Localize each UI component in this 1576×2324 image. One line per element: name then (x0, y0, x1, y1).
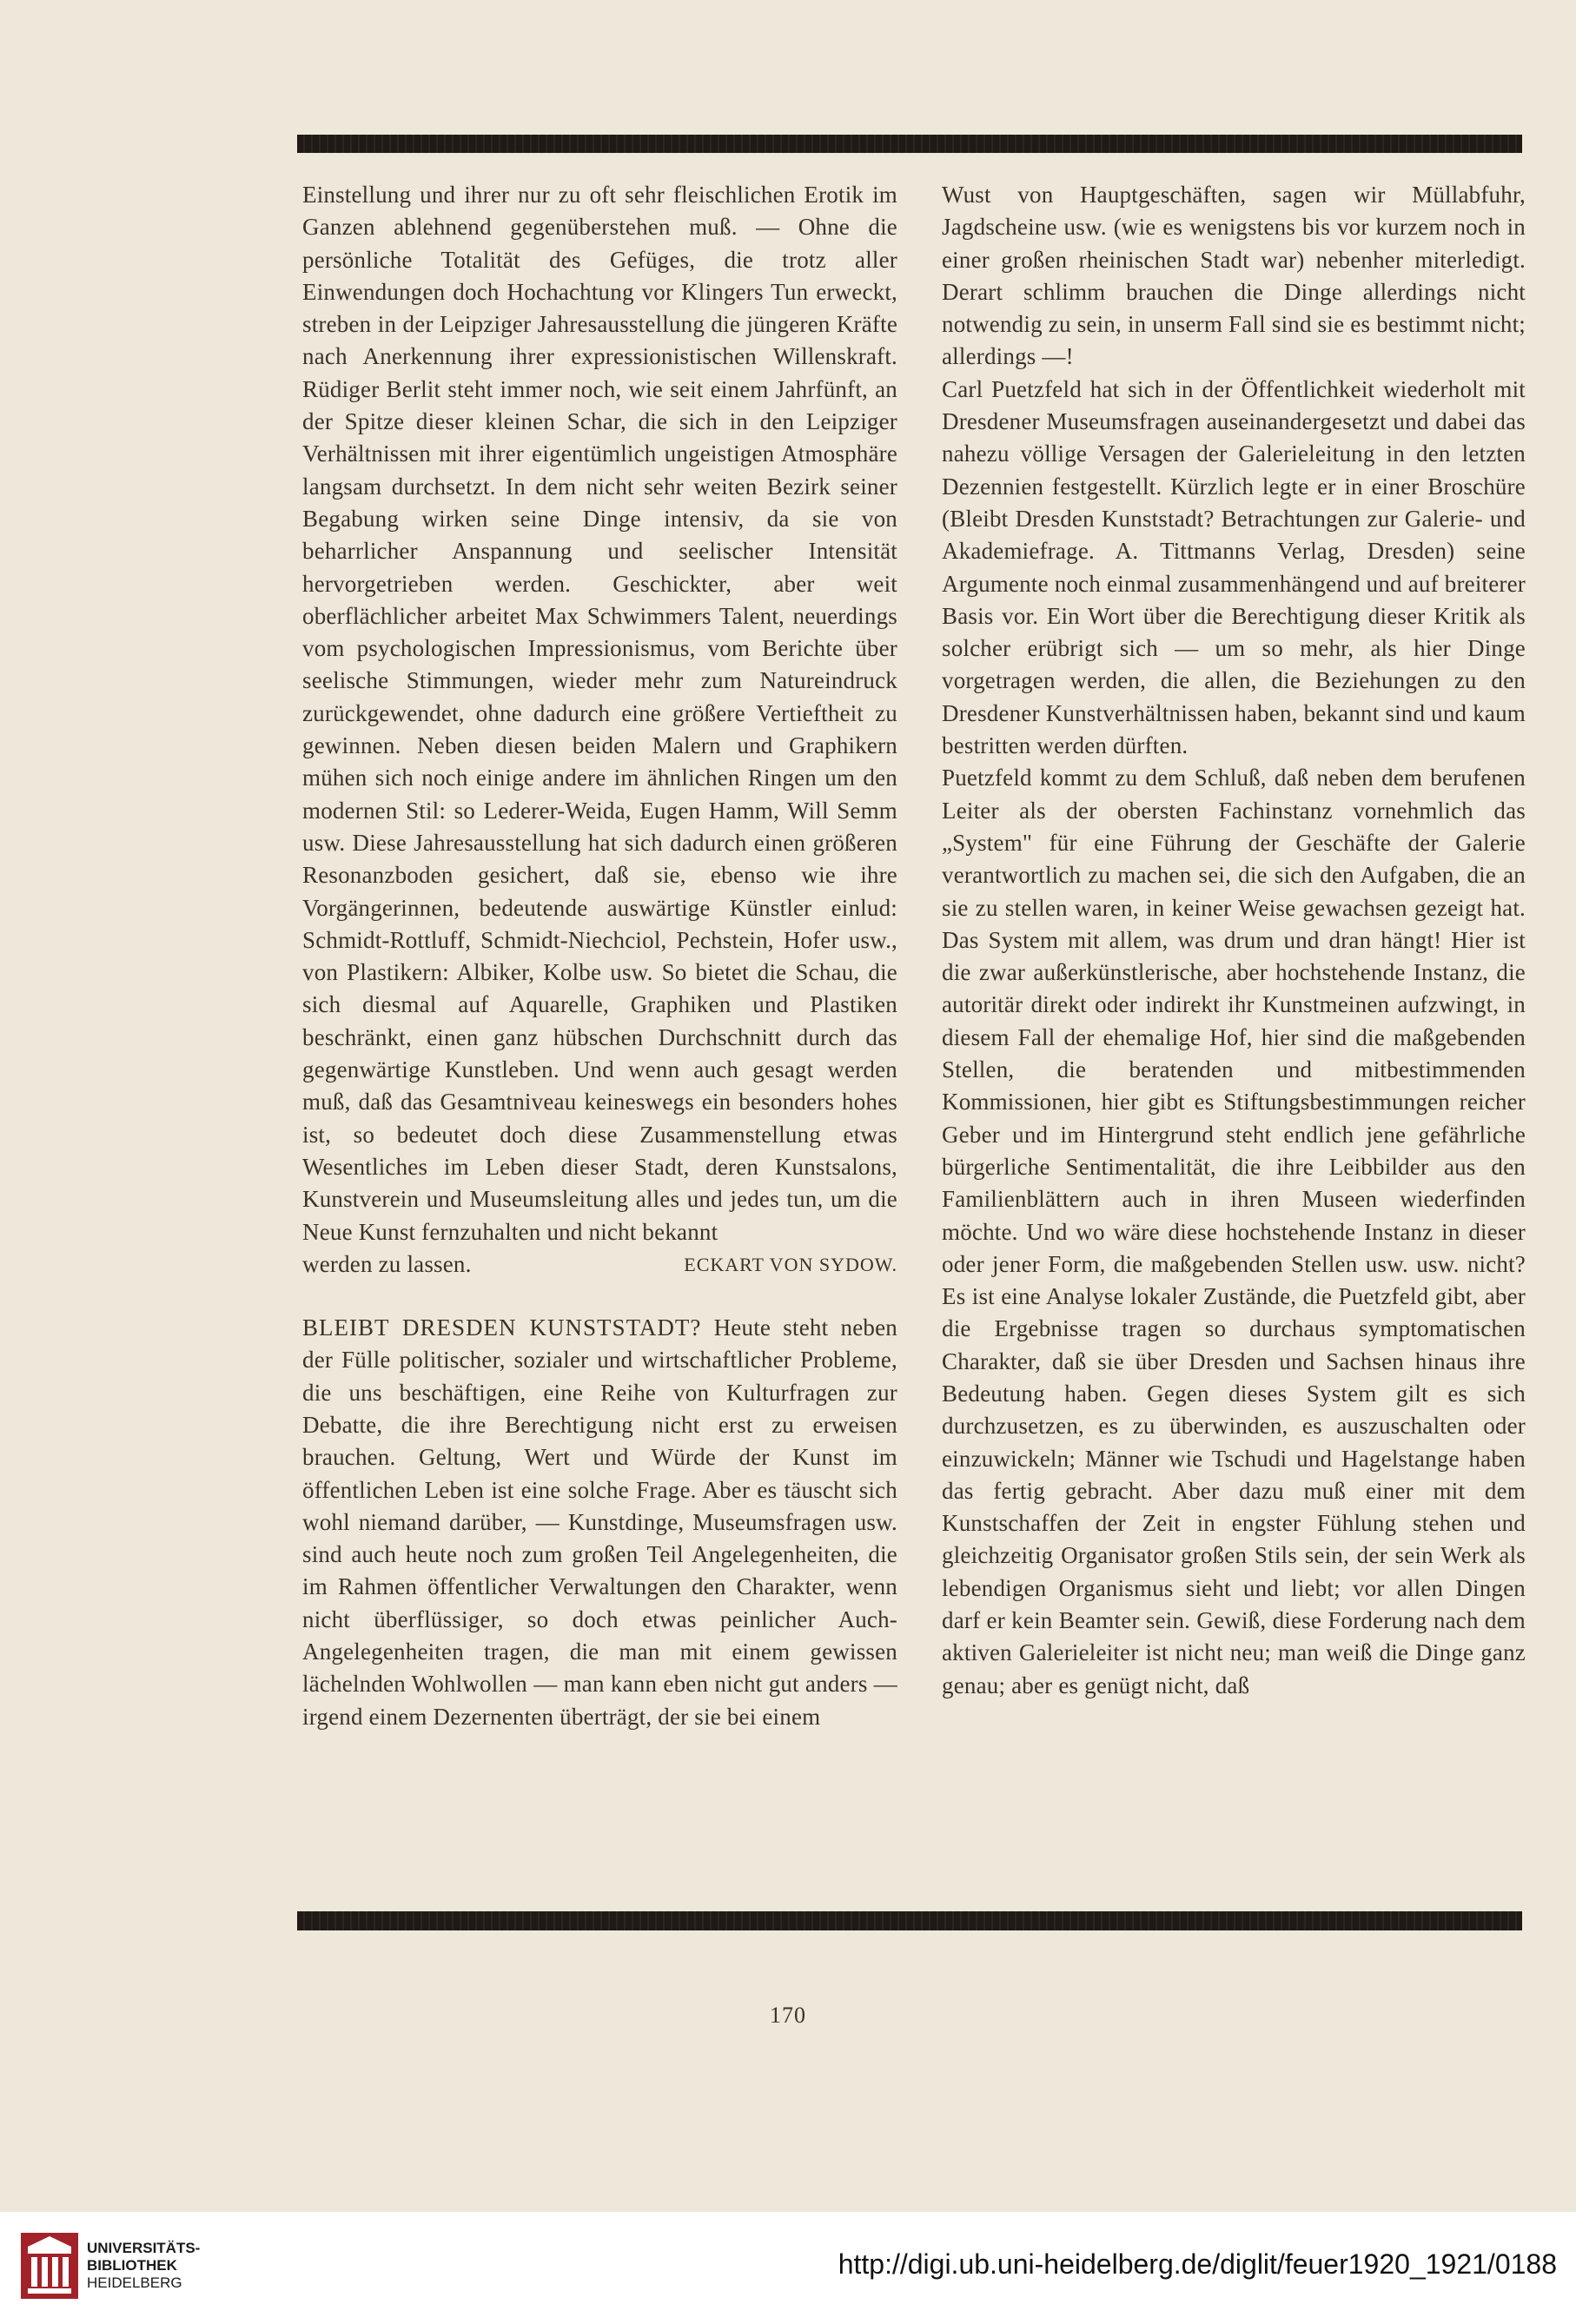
right-paragraph-2: Carl Puetzfeld hat sich in der Öffentlichkeit wiederholt mit Dresdener Museumsfragen auseinandergesetzt und dabei das nahezu völlige Versagen der Galerieleitung in den letzten Dezennien festgestellt. Kürzlich legte er in einer Broschüre (Bleibt Dresden Kunststadt? Betrachtungen zur Galerie- und Akademiefrage. A. Tittmanns Verlag, Dresden) seine Argumente noch einmal zusammenhängend und auf breiterer Basis vor. Ein Wort über die Berechtigung dieser Kritik als solcher erübrigt sich — um so mehr, als hier Dinge vorgetragen werden, die allen, die Beziehungen zu den Dresdener Kunstverhältnissen haben, bekannt sind und kaum bestritten werden dürften. (942, 375, 1526, 759)
page-number: 170 (770, 2003, 806, 2028)
article-heading: BLEIBT DRESDEN KUNSTSTADT? (302, 1314, 702, 1341)
author-name: ECKART VON SYDOW. (684, 1253, 897, 1275)
library-name (87, 2240, 200, 2292)
signature-line (302, 1248, 897, 1281)
library-name-line-3: HEIDELBERG (87, 2274, 182, 2291)
closing-text: werden zu lassen. (302, 1250, 472, 1277)
library-name-line-1: UNIVERSITÄTS- (87, 2240, 201, 2256)
right-text-column (942, 179, 1526, 1702)
digital-library-url-link[interactable]: http://digi.ub.uni-heidelberg.de/diglit/feuer1920_1921/0188 (838, 2248, 1557, 2280)
right-paragraph-3: Puetzfeld kommt zu dem Schluß, daß neben dem berufenen Leiter als der obersten Fachinstanz vornehmlich das „System" für eine Führung der Geschäfte der Galerie verantwortlich zu machen sei, die sich den Aufgaben, die an sie zu stellen waren, in keiner Weise gewachsen gezeigt hat. Das System mit allem, was drum und dran hängt! Hier ist die zwar außerkünstlerische, aber hochstehende Instanz, die autoritär direkt oder indirekt ihr Kunstmeinen aufzwingt, in diesem Fall der ehemalige Hof, hier sind die maßgebenden Stellen, die beratenden und mitbestimmenden Kommissionen, hier gibt es Stiftungsbestimmungen reicher Geber und im Hintergrund steht endlich jene gefährliche bürgerliche Sentimentalität, die ihre Leibbilder aus den Familienblättern auch in ihren Museen wiederfinden möchte. Und wo wäre diese hochstehende Instanz in dieser oder jener Form, die maßgebenden Stellen usw. usw. nicht? Es ist eine Analyse lokaler Zustände, die Puetzfeld gibt, aber die Ergebnisse tragen so durchaus symptomatischen Charakter, daß sie über Dresden und Sachsen hinaus ihre Bedeutung haben. Gegen dieses System gilt es sich durchzusetzen, es zu überwinden, es auszuschalten oder einzuwickeln; Männer wie Tschudi und Hagelstange haben das fertig gebracht. Aber dazu muß einer mit dem Kunstschaffen der Zeit in engster Fühlung stehen und gleichzeitig Organisator großen Stils sein, der sein Werk als lebendigen Organismus sieht und liebt; vor allen Dingen darf er kein Beamter sein. Gewiß, diese Forderung nach dem aktiven Galerieleiter ist nicht neu; man weiß die Dinge ganz genau; aber es genügt nicht, daß (942, 765, 1526, 1698)
bottom-decorative-rule (297, 1911, 1522, 1930)
right-paragraph-1: Wust von Hauptgeschäften, sagen wir Müllabfuhr, Jagdscheine usw. (wie es wenigstens bis vor kurzem noch in einer großen rheinischen Stadt war) nebenher miterledigt. Derart schlimm brauchen die Dinge allerdings nicht notwendig zu sein, in unserm Fall sind sie es bestimmt nicht; allerdings —! (942, 182, 1526, 370)
library-footer (0, 2212, 1576, 2324)
article-paragraph (302, 1312, 897, 1733)
top-decorative-rule (297, 135, 1522, 153)
left-paragraph-1: Einstellung und ihrer nur zu oft sehr fleischlichen Erotik im Ganzen ablehnend gegenüberstehen muß. — Ohne die persönliche Totalität des Gefüges, die trotz aller Einwendungen doch Hochachtung vor Klingers Tun erweckt, streben in der Leipziger Jahresausstellung die jüngeren Kräfte nach Anerkennung ihrer expressionistischen Willenskraft. Rüdiger Berlit steht immer noch, wie seit einem Jahrfünft, an der Spitze dieser kleinen Schar, die sich in den Leipziger Verhältnissen mit ihrer eigentümlich ungeistigen Atmosphäre langsam durchsetzt. In dem nicht sehr weiten Bezirk seiner Begabung wirken seine Dinge intensiv, da sie von beharrlicher Anspannung und seelischer Intensität hervorgetrieben werden. Geschickter, aber weit oberflächlicher arbeitet Max Schwimmers Talent, neuerdings vom psychologischen Impressionismus, vom Berichte über seelische Stimmungen, wieder mehr zum Natureindruck zurückgewendet, ohne dadurch eine größere Vertieftheit zu gewinnen. Neben diesen beiden Malern und Graphikern mühen sich noch einige andere im ähnlichen Ringen um den modernen Stil: so Lederer-Weida, Eugen Hamm, Will Semm usw. Diese Jahresausstellung hat sich dadurch einen größeren Resonanzboden gesichert, daß sie, ebenso wie ihre Vorgängerinnen, bedeutende auswärtige Künstler einlud: Schmidt-Rottluff, Schmidt-Niechciol, Pechstein, Hofer usw., von Plastikern: Albiker, Kolbe usw. So bietet die Schau, die sich diesmal auf Aquarelle, Graphiken und Plastiken beschränkt, einen ganz hübschen Durchschnitt durch das gegenwärtige Kunstleben. Und wenn auch gesagt werden muß, daß das Gesamtniveau keineswegs ein besonders hohes ist, so bedeutet doch diese Zusammenstellung etwas Wesentliches im Leben dieser Stadt, deren Kunstsalons, Kunstverein und Museumsleitung alles und jedes tun, um die Neue Kunst fernzuhalten und nicht bekannt (302, 182, 897, 1245)
university-library-logo-icon (19, 2231, 80, 2301)
left-paragraph-2: Heute steht neben der Fülle politischer, sozialer und wirtschaftlicher Probleme, die uns beschäftigen, eine Reihe von Kulturfragen zur Debatte, die ihre Berechtigung nicht erst zu erweisen brauchen. Geltung, Wert und Würde der Kunst im öffentlichen Leben ist eine solche Frage. Aber es täuscht sich wohl niemand darüber, — Kunstdinge, Museumsfragen usw. sind auch heute noch zum großen Teil Angelegenheiten, die im Rahmen öffentlicher Verwaltungen den Charakter, wenn nicht überflüssiger, so doch etwas peinlicher Auch-Angelegenheiten tragen, die man mit einem gewissen lächelnden Wohlwollen — man kann eben nicht gut anders — irgend einem Dezernenten überträgt, der sie bei einem (302, 1314, 897, 1730)
library-name-line-2: BIBLIOTHEK (87, 2257, 177, 2274)
left-text-column (302, 179, 897, 1733)
